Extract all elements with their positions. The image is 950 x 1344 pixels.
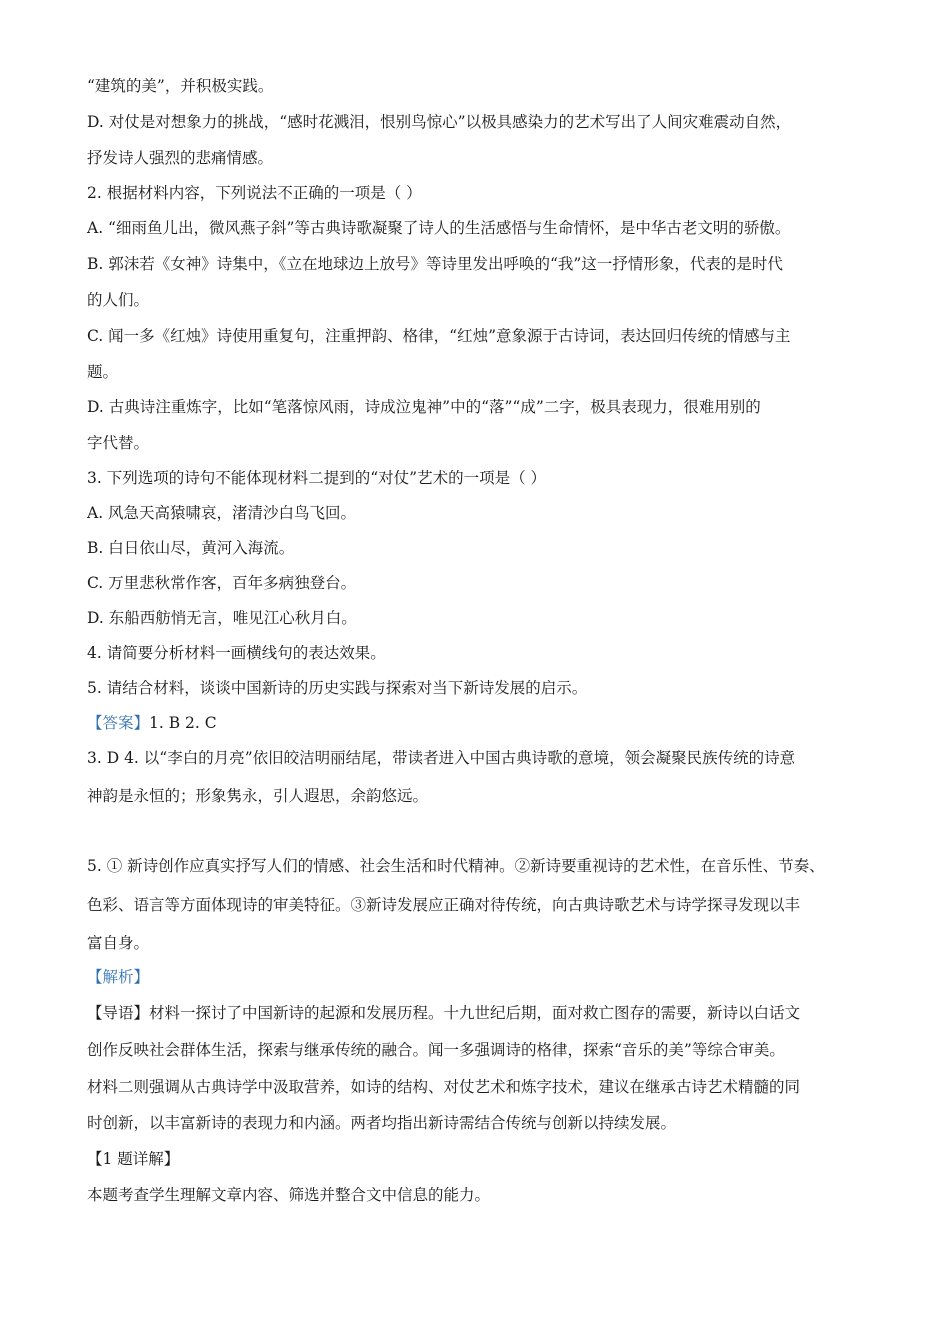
text-line: 抒发诗人强烈的悲痛情感。: [87, 149, 274, 167]
question-2: 2. 根据材料内容，下列说法不正确的一项是（ ）: [87, 184, 422, 202]
option-d: D. 东船西舫悄无言，唯见江心秋月白。: [87, 609, 357, 627]
section-heading: 【1 题详解】: [87, 1150, 180, 1168]
option-d: D. 古典诗注重炼字，比如“笔落惊风雨，诗成泣鬼神”中的“落”“成”二字，极具表现力，很难用别的: [87, 398, 761, 416]
answer-line: 色彩、语言等方面体现诗的审美特征。③新诗发展应正确对待传统，向古典诗歌艺术与诗学探寻发现以丰: [87, 896, 801, 914]
question-5: 5. 请结合材料，谈谈中国新诗的历史实践与探索对当下新诗发展的启示。: [87, 679, 588, 697]
answer-line: 5. ① 新诗创作应真实抒写人们的情感、社会生活和时代精神。②新诗要重视诗的艺术性，在音乐性、节奏、: [87, 857, 825, 875]
answer-line: [87, 713, 217, 733]
option-d: D. 对仗是对想象力的挑战，“感时花溅泪，恨别鸟惊心”以极具感染力的艺术写出了人间灾难震动自然，: [87, 113, 792, 131]
answer-line: 富自身。: [87, 934, 150, 952]
text-line: 字代替。: [87, 434, 150, 452]
answer-line: 神韵是永恒的；形象隽永，引人遐思，余韵悠远。: [87, 787, 429, 805]
option-c: C. 万里悲秋常作客，百年多病独登台。: [87, 574, 357, 592]
question-3: 3. 下列选项的诗句不能体现材料二提到的“对仗”艺术的一项是（ ）: [87, 469, 546, 487]
option-a: A. “细雨鱼儿出，微风燕子斜”等古典诗歌凝聚了诗人的生活感悟与生命情怀，是中华古老文明的骄傲。: [87, 219, 791, 237]
option-b: B. 郭沫若《女神》诗集中，《立在地球边上放号》等诗里发出呼唤的“我”这一抒情形象，代表的是时代: [87, 255, 783, 273]
text-line: 题。: [87, 363, 119, 381]
answer-label: 【答案】: [87, 714, 150, 732]
text-line: 的人们。: [87, 291, 150, 309]
option-a: A. 风急天高猿啸哀，渚清沙白鸟飞回。: [87, 504, 357, 522]
analysis-line: 本题考查学生理解文章内容、筛选并整合文中信息的能力。: [87, 1186, 491, 1204]
answer-text: 1. B 2. C: [149, 714, 217, 732]
analysis-line: 材料二则强调从古典诗学中汲取营养，如诗的结构、对仗艺术和炼字技术，建议在继承古诗艺术精髓的同: [87, 1078, 801, 1096]
option-c: C. 闻一多《红烛》诗使用重复句，注重押韵、格律，“红烛”意象源于古诗词，表达回归传统的情感与主: [87, 327, 791, 345]
analysis-label: 【解析】: [87, 968, 150, 986]
question-4: 4. 请简要分析材料一画横线句的表达效果。: [87, 644, 386, 662]
text-line: “建筑的美”，并积极实践。: [87, 77, 274, 95]
analysis-line: 创作反映社会群体生活，探索与继承传统的融合。闻一多强调诗的格律，探索“音乐的美”等综合审美。: [87, 1041, 785, 1059]
analysis-line: 【导语】材料一探讨了中国新诗的起源和发展历程。十九世纪后期，面对救亡图存的需要，新诗以白话文: [87, 1004, 801, 1022]
answer-line: 3. D 4. 以“李白的月亮”依旧皎洁明丽结尾，带读者进入中国古典诗歌的意境，领会凝聚民族传统的诗意: [87, 749, 796, 767]
analysis-line: 时创新，以丰富新诗的表现力和内涵。两者均指出新诗需结合传统与创新以持续发展。: [87, 1114, 677, 1132]
option-b: B. 白日依山尽，黄河入海流。: [87, 539, 295, 557]
